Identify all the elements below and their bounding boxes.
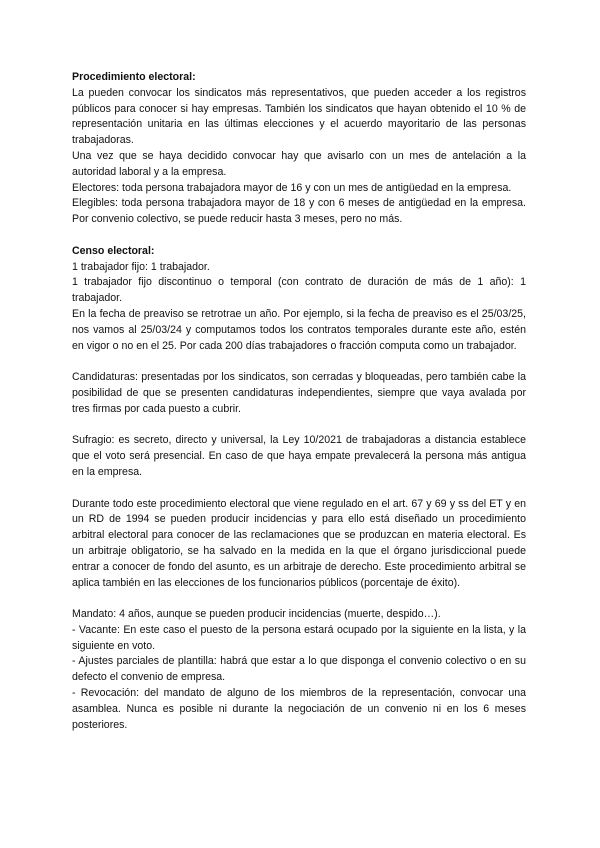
- paragraph-candidaturas: Candidaturas: presentadas por los sindicatos, son cerradas y bloqueadas, pero también cabe la posibilidad de que se presenten candidaturas independientes, siempre que vaya avalada por tres firmas por cada puesto a cubrir.: [72, 371, 526, 415]
- paragraph-fijo: 1 trabajador fijo: 1 trabajador.: [72, 260, 210, 273]
- document-page: [72, 70, 526, 733]
- paragraph-mandato: Mandato: 4 años, aunque se pueden producir incidencias (muerte, despido…).: [72, 608, 441, 621]
- paragraph-aviso: Una vez que se haya decidido convocar hay que avisarlo con un mes de antelación a la autoridad laboral y a la empresa.: [72, 149, 526, 178]
- spacer: [72, 354, 526, 370]
- spacer: [72, 228, 526, 244]
- paragraph-elegibles: Elegibles: toda persona trabajadora mayor de 18 y con 6 meses de antigüedad en la empresa. Por convenio colectivo, se puede reducir hasta 3 meses, pero no más.: [72, 197, 526, 226]
- paragraph-discontinuo: 1 trabajador fijo discontinuo o temporal (con contrato de duración de más de 1 año): 1 trabajador.: [72, 276, 526, 305]
- paragraph-convocatoria: La pueden convocar los sindicatos más representativos, que pueden acceder a los registros públicos para conocer si hay empresas. También los sindicatos que hayan obtenido el 10 % de representación unitaria en las últimas elecciones y el acuerdo mayoritario de las personas trabajadoras.: [72, 86, 526, 147]
- paragraph-procedimiento-arbitral: Durante todo este procedimiento electoral que viene regulado en el art. 67 y 69 y ss del ET y en un RD de 1994 se pueden producir incidencias y para ello está diseñado un procedimiento arbitral electoral para conocer de las reclamaciones que se produzcan en materia electoral. Es un arbitraje obligatorio, se ha salvado en la medida en la que el órgano jurisdiccional puede entrar a conocer de fondo del asunto, es un arbitraje de derecho. Este procedimiento arbitral se aplica también en las elecciones de los funcionarios públicos (porcentaje de éxito).: [72, 497, 526, 589]
- heading-censo-electoral: Censo electoral:: [72, 244, 155, 257]
- list-item-ajustes: - Ajustes parciales de plantilla: habrá que estar a lo que disponga el convenio colectivo o en su defecto el convenio de empresa.: [72, 655, 526, 684]
- spacer: [72, 481, 526, 497]
- paragraph-sufragio: Sufragio: es secreto, directo y universal, la Ley 10/2021 de trabajadoras a distancia establece que el voto será presencial. En caso de que haya empate prevalecerá la persona más antigua en la empresa.: [72, 434, 526, 478]
- list-item-vacante: - Vacante: En este caso el puesto de la persona estará ocupado por la siguiente en la lista, y la siguiente en voto.: [72, 623, 526, 652]
- heading-procedimiento-electoral: Procedimiento electoral:: [72, 71, 196, 83]
- spacer: [72, 591, 526, 607]
- spacer: [72, 418, 526, 434]
- paragraph-preaviso: En la fecha de preaviso se retrotrae un año. Por ejemplo, si la fecha de preaviso es el 25/03/25, nos vamos al 25/03/24 y computamos todos los contratos temporales durante este año, estén en vigor o no en el 25. Por cada 200 días trabajadores o fracción computa como un trabajador.: [72, 307, 526, 352]
- list-item-revocacion: - Revocación: del mandato de alguno de los miembros de la representación, convocar una asamblea. Nunca es posible ni durante la negociación de un convenio ni en los 6 meses posteriores.: [72, 687, 526, 731]
- paragraph-electores: Electores: toda persona trabajadora mayor de 16 y con un mes de antigüedad en la empresa.: [72, 181, 512, 194]
